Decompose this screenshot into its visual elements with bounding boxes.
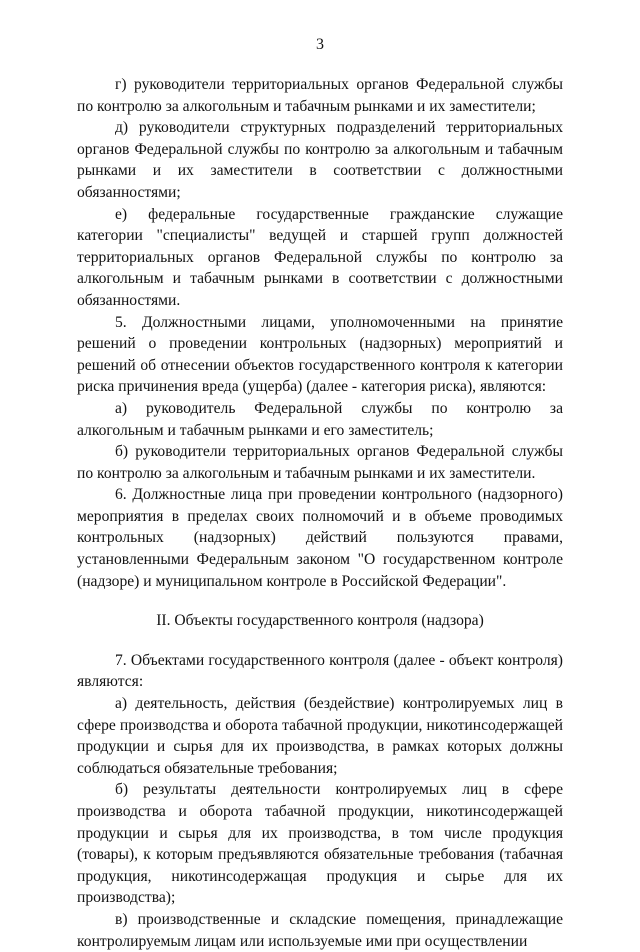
paragraph-item-g: г) руководители территориальных органов Федеральной службы по контролю за алкогольным и табачным рынками и их заместители; — [77, 76, 563, 115]
paragraph-item-b: б) руководители территориальных органов Федеральной службы по контролю за алкогольным и табачным рынками и их заместители. — [77, 443, 563, 482]
paragraph-item-a: а) руководитель Федеральной службы по контролю за алкогольным и табачным рынками и его заместитель; — [77, 399, 563, 439]
paragraph-item-b-objects: б) результаты деятельности контролируемых лиц в сфере производства и оборота табачной продукции, никотинсодержащей продукции и сырья для их производства, в том числе продукция (товары), к которым предъявляются обязательные требования (табачная продукция, никотинсодержащая продукция и сырье для их производства); — [77, 781, 563, 907]
section-title: II. Объекты государственного контроля (надзора) — [156, 612, 484, 630]
document-body — [77, 74, 563, 952]
paragraph-item-a-objects: а) деятельность, действия (бездействие) контролируемых лиц в сфере производства и оборота табачной продукции, никотинсодержащей продукции и сырья для их производства, в рамках которых должны соблюдаться обязательные требования; — [77, 695, 563, 777]
paragraph-item-v-objects: в) производственные и складские помещения, принадлежащие контролируемым лицам или используемые ими при осуществлении — [77, 910, 563, 950]
paragraph-clause-5: 5. Должностными лицами, уполномоченными на принятие решений о проведении контрольных (надзорных) мероприятий и решений об отнесении объектов государственного контроля к категории риска причинения вреда (ущерба) (далее - категория риска), являются: — [77, 313, 563, 396]
paragraph-clause-7: 7. Объектами государственного контроля (далее - объект контроля) являются: — [77, 651, 563, 691]
paragraph-clause-6: 6. Должностные лица при проведении контрольного (надзорного) мероприятия в пределах своих полномочий и в объеме проводимых контрольных (надзорных) действий пользуются правами, установленными Федеральным законом "О государственном контроле (надзоре) и муниципальном контроле в Российской Федерации". — [77, 486, 563, 590]
paragraph-item-e: е) федеральные государственные гражданские служащие категории "специалисты" ведущей и старшей групп должностей территориальных органов Федеральной службы по контролю за алкогольным и табачным рынками в соответствии с должностными обязанностями. — [77, 205, 563, 309]
paragraph-item-d: д) руководители структурных подразделений территориальных органов Федеральной службы по контролю за алкогольным и табачным рынками и их заместители в соответствии с должностными обязанностями; — [77, 119, 563, 201]
page-number: 3 — [316, 36, 324, 53]
